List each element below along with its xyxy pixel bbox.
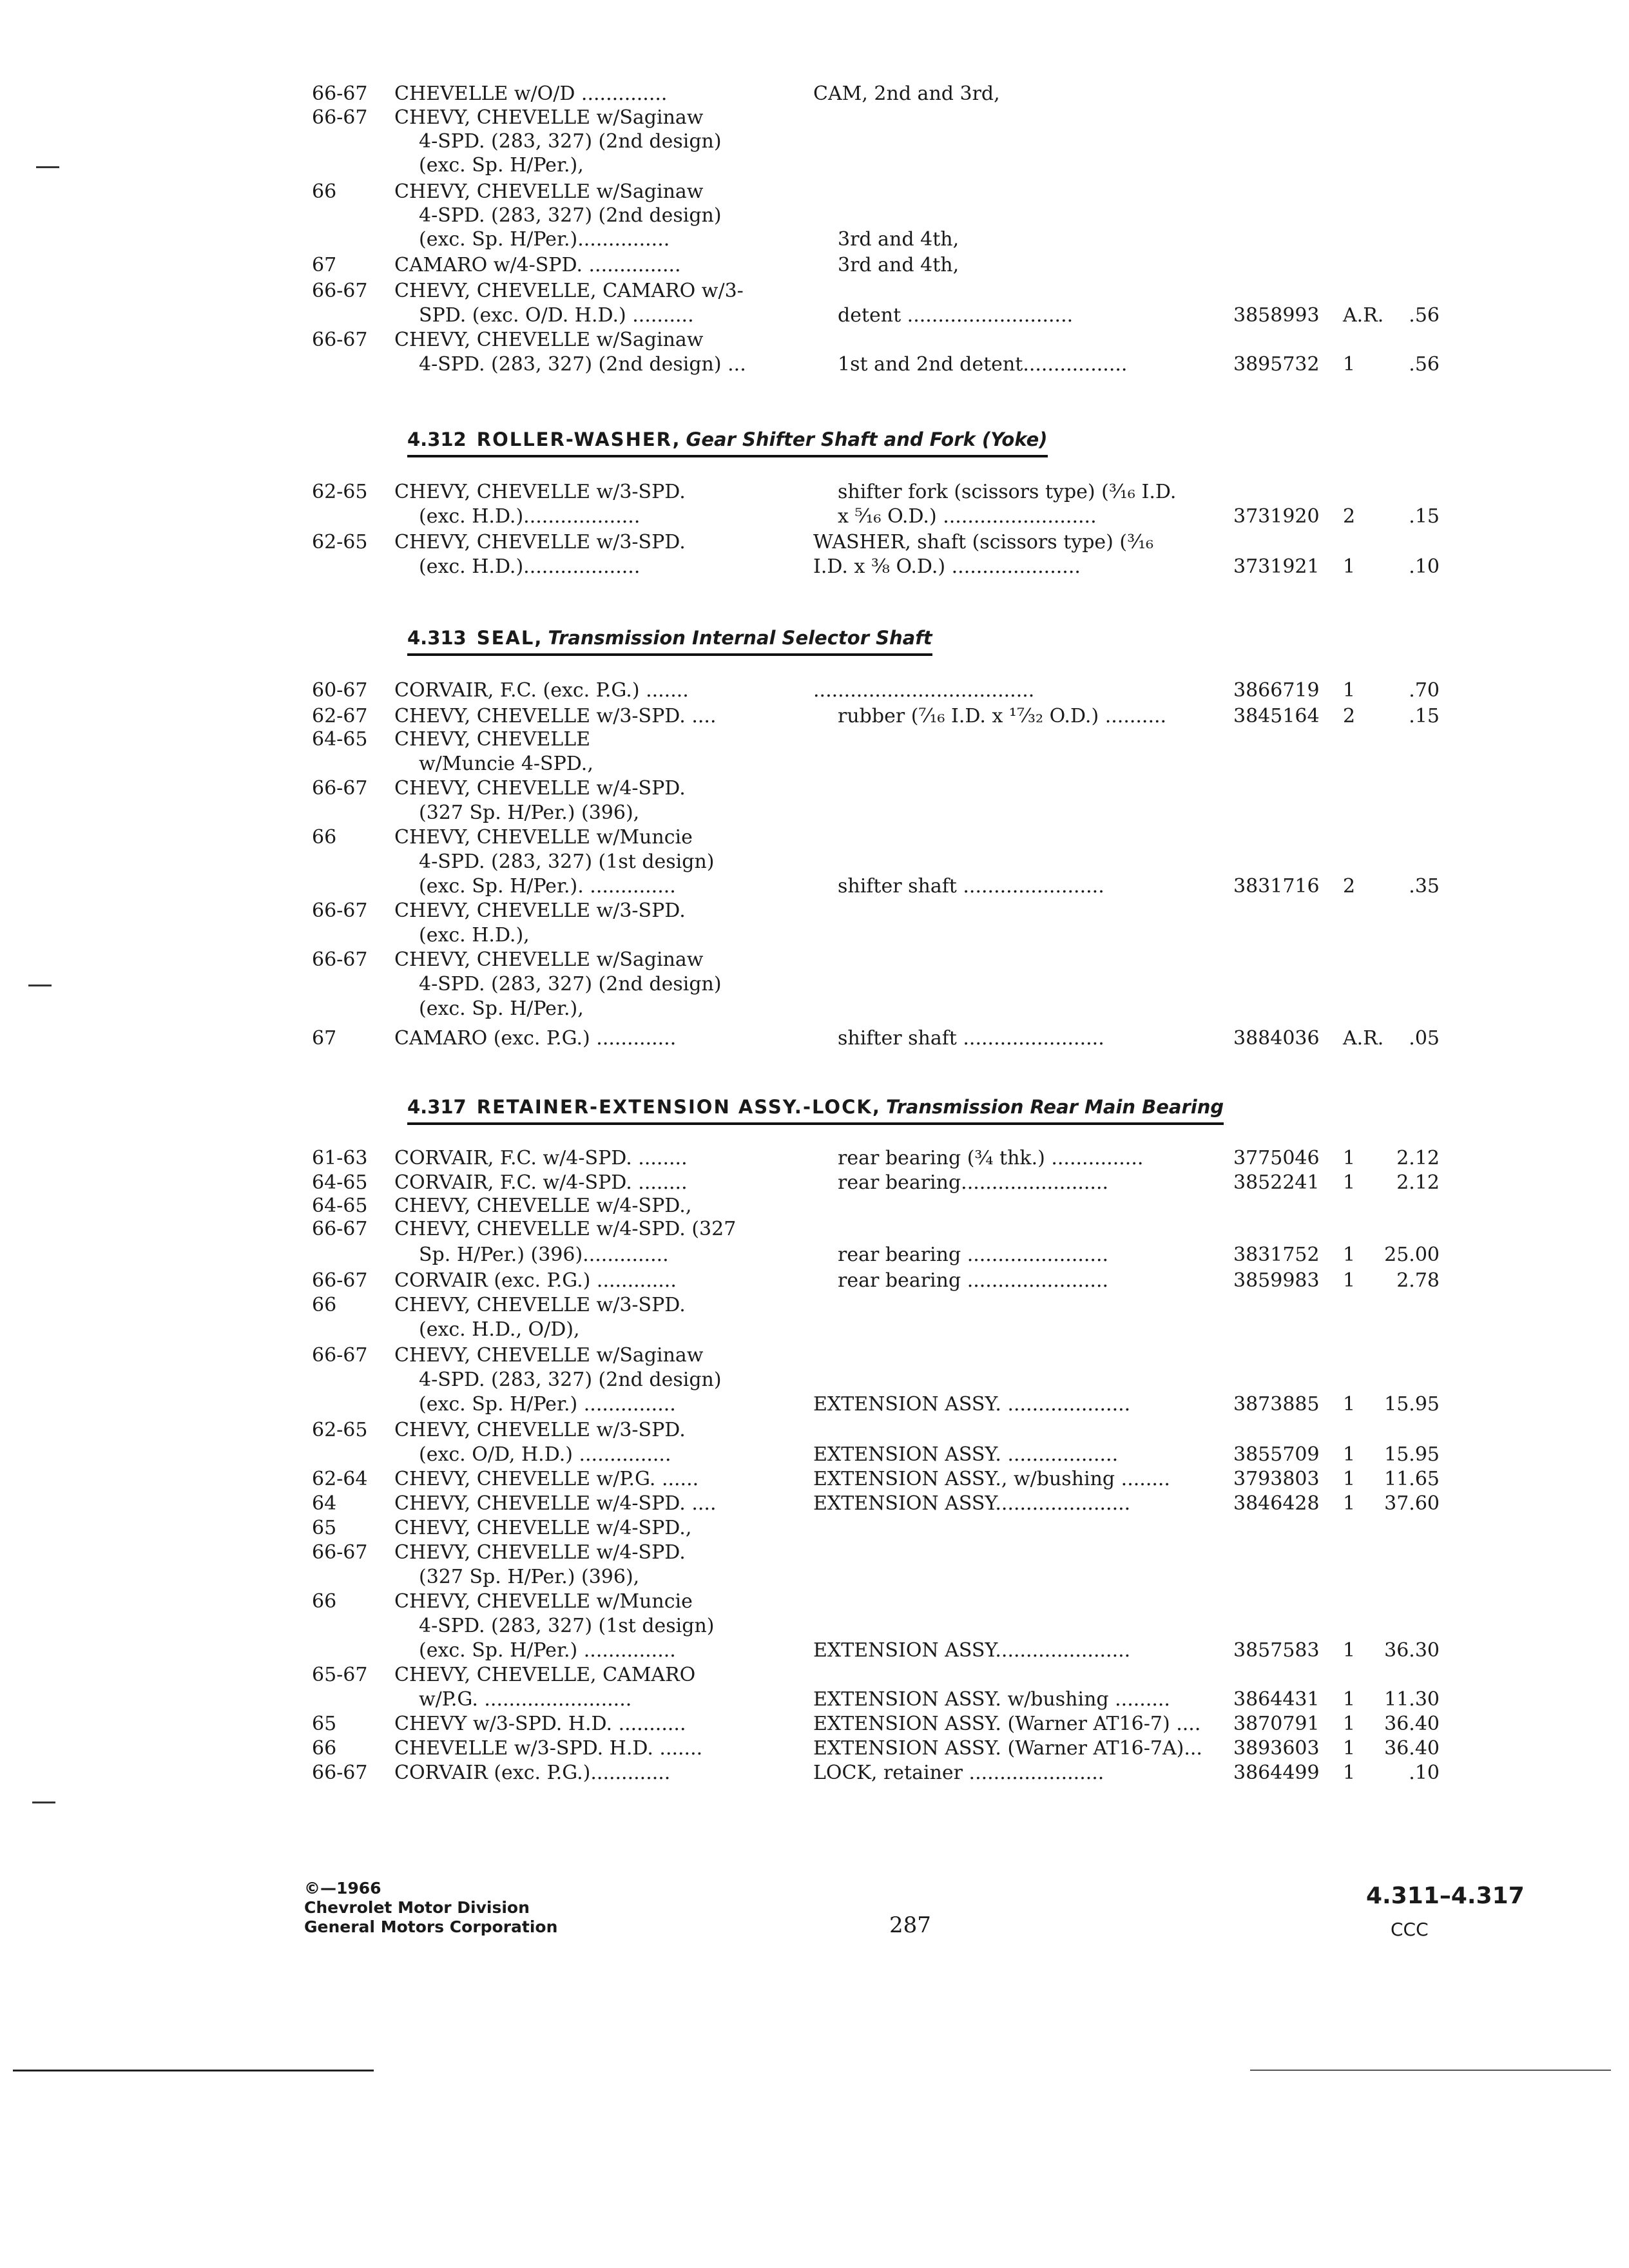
list-price: .56	[1409, 304, 1440, 327]
section-subtitle: Gear Shifter Shaft and Fork (Yoke)	[686, 428, 1048, 450]
part-description: EXTENSION ASSY., w/bushing ........	[813, 1468, 1170, 1490]
vehicle-application: CHEVY, CHEVELLE w/Saginaw	[394, 180, 704, 203]
quantity: 1	[1343, 1244, 1356, 1266]
part-description: EXTENSION ASSY. (Warner AT16-7) ....	[813, 1713, 1201, 1735]
parts-row	[0, 554, 1629, 580]
parts-row	[0, 1216, 1629, 1242]
part-description: shifter shaft .......................	[838, 1027, 1104, 1050]
model-year: 65-67	[312, 1664, 368, 1686]
vehicle-application: 4-SPD. (283, 327) (2nd design)	[419, 1369, 722, 1391]
quantity: 1	[1343, 1393, 1356, 1416]
vehicle-application: CHEVY, CHEVELLE w/3-SPD.	[394, 1294, 686, 1316]
parts-row	[0, 227, 1629, 253]
model-year: 66-67	[312, 948, 368, 971]
parts-row	[0, 1515, 1629, 1541]
model-year: 66-67	[312, 1344, 368, 1367]
model-year: 62-65	[312, 531, 368, 553]
model-year: 66-67	[312, 777, 368, 800]
part-description: 3rd and 4th,	[838, 254, 959, 276]
part-number: 3895732	[1233, 353, 1320, 376]
model-year: 66-67	[312, 106, 368, 129]
model-year: 65	[312, 1517, 337, 1539]
parts-row	[0, 1317, 1629, 1343]
part-number: 3852241	[1233, 1171, 1320, 1194]
quantity: 1	[1343, 1443, 1356, 1466]
vehicle-application: 4-SPD. (283, 327) (2nd design) ...	[419, 353, 746, 376]
parts-row	[0, 727, 1629, 753]
model-year: 64	[312, 1492, 337, 1515]
vehicle-application: SPD. (exc. O/D. H.D.) ..........	[419, 304, 694, 327]
vehicle-application: CHEVY, CHEVELLE w/P.G. ......	[394, 1468, 699, 1490]
parts-row	[0, 874, 1629, 899]
section-name: SEAL,	[476, 627, 543, 649]
parts-row	[0, 179, 1629, 205]
part-number: 3864431	[1233, 1688, 1320, 1711]
list-price: 15.95	[1384, 1393, 1440, 1416]
parts-row	[0, 1491, 1629, 1517]
part-number: 3857583	[1233, 1639, 1320, 1662]
part-number: 3793803	[1233, 1468, 1320, 1490]
part-number: 3858993	[1233, 304, 1320, 327]
model-year: 66-67	[312, 329, 368, 351]
section-subtitle: Transmission Rear Main Bearing	[885, 1096, 1224, 1118]
catalog-code: CCC	[1391, 1919, 1429, 1940]
list-price: 15.95	[1384, 1443, 1440, 1466]
division-line: Chevrolet Motor Division	[304, 1898, 530, 1917]
section-number: 4.312	[407, 428, 467, 450]
publisher-block	[304, 1879, 557, 1937]
list-price: .70	[1409, 679, 1440, 702]
vehicle-application: CHEVY, CHEVELLE w/4-SPD. ....	[394, 1492, 717, 1515]
vehicle-application: 4-SPD. (283, 327) (1st design)	[419, 1615, 715, 1637]
margin-mark	[32, 1802, 55, 1803]
model-year: 65	[312, 1713, 337, 1735]
part-number: 3884036	[1233, 1027, 1320, 1050]
vehicle-application: (327 Sp. H/Per.) (396),	[419, 802, 640, 824]
vehicle-application: CAMARO w/4-SPD. ...............	[394, 254, 681, 276]
vehicle-application: (exc. O/D, H.D.) ...............	[419, 1443, 671, 1466]
parts-row	[0, 678, 1629, 704]
parts-row	[0, 1242, 1629, 1268]
list-price: .10	[1409, 555, 1440, 578]
model-year: 67	[312, 1027, 337, 1050]
quantity: 2	[1343, 875, 1356, 898]
vehicle-application: CHEVY, CHEVELLE w/3-SPD. ....	[394, 705, 717, 727]
vehicle-application: CHEVY, CHEVELLE, CAMARO w/3-	[394, 280, 744, 302]
part-description: EXTENSION ASSY. ....................	[813, 1393, 1131, 1416]
part-description: shifter fork (scissors type) (³⁄₁₆ I.D.	[838, 481, 1177, 503]
parts-row	[0, 996, 1629, 1022]
parts-row	[0, 105, 1629, 131]
model-year: 66-67	[312, 1218, 368, 1240]
parts-row	[0, 1026, 1629, 1052]
parts-row	[0, 203, 1629, 229]
vehicle-application: CORVAIR, F.C. w/4-SPD. ........	[394, 1147, 688, 1169]
part-number: 3731921	[1233, 555, 1320, 578]
model-year: 62-65	[312, 481, 368, 503]
quantity: 1	[1343, 679, 1356, 702]
model-year: 66-67	[312, 899, 368, 922]
parts-row	[0, 825, 1629, 850]
section-heading	[407, 622, 932, 656]
model-year: 62-64	[312, 1468, 368, 1490]
part-number: 3866719	[1233, 679, 1320, 702]
part-description: 3rd and 4th,	[838, 228, 959, 251]
model-year: 66	[312, 180, 337, 203]
vehicle-application: CHEVY, CHEVELLE w/4-SPD.	[394, 777, 686, 800]
model-year: 66-67	[312, 280, 368, 302]
parts-row	[0, 352, 1629, 378]
parts-row	[0, 947, 1629, 973]
list-price: .05	[1409, 1027, 1440, 1050]
section-name: RETAINER-EXTENSION ASSY.-LOCK,	[476, 1096, 881, 1118]
vehicle-application: CORVAIR (exc. P.G.).............	[394, 1762, 671, 1784]
quantity: A.R.	[1343, 1027, 1384, 1050]
model-year: 61-63	[312, 1147, 368, 1169]
section-name: ROLLER-WASHER,	[476, 428, 681, 450]
vehicle-application: (exc. H.D.)...................	[419, 505, 641, 528]
quantity: 1	[1343, 1762, 1356, 1784]
vehicle-application: (327 Sp. H/Per.) (396),	[419, 1566, 640, 1588]
vehicle-application: CHEVY, CHEVELLE w/Saginaw	[394, 948, 704, 971]
copyright-line: ©—1966	[304, 1879, 381, 1898]
section-number: 4.317	[407, 1096, 467, 1118]
parts-row	[0, 1662, 1629, 1688]
quantity: 1	[1343, 1468, 1356, 1490]
section-subtitle: Transmission Internal Selector Shaft	[548, 627, 932, 649]
vehicle-application: (exc. H.D.),	[419, 924, 530, 947]
vehicle-application: CORVAIR, F.C. w/4-SPD. ........	[394, 1171, 688, 1194]
part-description: ....................................	[813, 679, 1035, 702]
section-number: 4.313	[407, 627, 467, 649]
parts-row	[0, 1367, 1629, 1393]
vehicle-application: CAMARO (exc. P.G.) .............	[394, 1027, 677, 1050]
vehicle-application: CHEVY w/3-SPD. H.D. ...........	[394, 1713, 686, 1735]
parts-row	[0, 704, 1629, 729]
parts-row	[0, 1540, 1629, 1566]
parts-row	[0, 1564, 1629, 1590]
vehicle-application: (exc. Sp. H/Per.),	[419, 997, 584, 1020]
quantity: 1	[1343, 555, 1356, 578]
vehicle-application: CHEVELLE w/3-SPD. H.D. .......	[394, 1737, 703, 1760]
parts-row	[0, 1638, 1629, 1664]
page-number: 287	[889, 1912, 931, 1938]
part-description: WASHER, shaft (scissors type) (³⁄₁₆	[813, 531, 1154, 553]
list-price: 36.40	[1384, 1713, 1440, 1735]
part-description: rubber (⁷⁄₁₆ I.D. x ¹⁷⁄₃₂ O.D.) ..........	[838, 705, 1167, 727]
model-year: 62-67	[312, 705, 368, 727]
parts-row	[0, 327, 1629, 353]
parts-row	[0, 1170, 1629, 1196]
parts-row	[0, 81, 1629, 107]
quantity: 1	[1343, 1688, 1356, 1711]
parts-row	[0, 1613, 1629, 1639]
list-price: .56	[1409, 353, 1440, 376]
vehicle-application: CHEVY, CHEVELLE w/3-SPD.	[394, 481, 686, 503]
part-description: 1st and 2nd detent.................	[838, 353, 1128, 376]
vehicle-application: 4-SPD. (283, 327) (2nd design)	[419, 130, 722, 153]
quantity: 1	[1343, 1713, 1356, 1735]
model-year: 64-65	[312, 1171, 368, 1194]
model-year: 64-65	[312, 728, 368, 751]
part-description: LOCK, retainer ......................	[813, 1762, 1104, 1784]
model-year: 66-67	[312, 1269, 368, 1292]
parts-row	[0, 504, 1629, 530]
vehicle-application: CHEVY, CHEVELLE w/4-SPD.,	[394, 1195, 692, 1217]
model-year: 62-65	[312, 1419, 368, 1441]
parts-row	[0, 1293, 1629, 1318]
vehicle-application: Sp. H/Per.) (396)..............	[419, 1244, 669, 1266]
quantity: 1	[1343, 1639, 1356, 1662]
vehicle-application: 4-SPD. (283, 327) (2nd design)	[419, 973, 722, 995]
vehicle-application: CHEVY, CHEVELLE w/Saginaw	[394, 329, 704, 351]
parts-row	[0, 751, 1629, 777]
part-number: 3864499	[1233, 1762, 1320, 1784]
part-number: 3731920	[1233, 505, 1320, 528]
list-price: 2.78	[1396, 1269, 1440, 1292]
list-price: .10	[1409, 1762, 1440, 1784]
quantity: 2	[1343, 505, 1356, 528]
vehicle-application: 4-SPD. (283, 327) (1st design)	[419, 850, 715, 873]
part-number: 3859983	[1233, 1269, 1320, 1292]
vehicle-application: (exc. Sp. H/Per.)...............	[419, 228, 670, 251]
parts-row	[0, 1146, 1629, 1171]
parts-row	[0, 1687, 1629, 1713]
margin-mark	[28, 985, 52, 986]
part-description: EXTENSION ASSY......................	[813, 1639, 1131, 1662]
part-description: rear bearing .......................	[838, 1244, 1109, 1266]
parts-row	[0, 898, 1629, 924]
part-number: 3870791	[1233, 1713, 1320, 1735]
vehicle-application: CHEVY, CHEVELLE w/3-SPD.	[394, 1419, 686, 1441]
parts-row	[0, 303, 1629, 329]
model-year: 64-65	[312, 1195, 368, 1217]
part-number: 3873885	[1233, 1393, 1320, 1416]
vehicle-application: (exc. H.D., O/D),	[419, 1318, 580, 1341]
part-description: EXTENSION ASSY. (Warner AT16-7A)...	[813, 1737, 1202, 1760]
vehicle-application: CHEVY, CHEVELLE w/Saginaw	[394, 106, 704, 129]
part-description: EXTENSION ASSY. w/bushing .........	[813, 1688, 1170, 1711]
quantity: 1	[1343, 1269, 1356, 1292]
vehicle-application: CHEVY, CHEVELLE w/3-SPD.	[394, 531, 686, 553]
parts-row	[0, 1392, 1629, 1418]
vehicle-application: CHEVY, CHEVELLE w/4-SPD.,	[394, 1517, 692, 1539]
part-number: 3846428	[1233, 1492, 1320, 1515]
parts-row	[0, 1466, 1629, 1492]
vehicle-application: CHEVY, CHEVELLE w/Muncie	[394, 1590, 693, 1613]
vehicle-application: (exc. Sp. H/Per.). ..............	[419, 875, 676, 898]
vehicle-application: w/Muncie 4-SPD.,	[419, 753, 593, 775]
vehicle-application: 4-SPD. (283, 327) (2nd design)	[419, 204, 722, 227]
list-price: 2.12	[1396, 1147, 1440, 1169]
part-description: rear bearing .......................	[838, 1269, 1109, 1292]
model-year: 66	[312, 1737, 337, 1760]
parts-row	[0, 972, 1629, 997]
quantity: 1	[1343, 1492, 1356, 1515]
part-description: shifter shaft .......................	[838, 875, 1104, 898]
vehicle-application: CHEVY, CHEVELLE w/Muncie	[394, 826, 693, 849]
vehicle-application: CHEVY, CHEVELLE	[394, 728, 591, 751]
parts-row	[0, 153, 1629, 178]
quantity: 2	[1343, 705, 1356, 727]
model-year: 66	[312, 1590, 337, 1613]
parts-row	[0, 800, 1629, 826]
list-price: 11.30	[1384, 1688, 1440, 1711]
vehicle-application: (exc. Sp. H/Per.) ...............	[419, 1639, 676, 1662]
vehicle-application: (exc. Sp. H/Per.),	[419, 154, 584, 177]
parts-row	[0, 129, 1629, 155]
parts-row	[0, 1442, 1629, 1468]
parts-row	[0, 278, 1629, 304]
parts-row	[0, 1268, 1629, 1294]
model-year: 66-67	[312, 1762, 368, 1784]
vehicle-application: w/P.G. ........................	[419, 1688, 632, 1711]
section-heading	[407, 1091, 1224, 1125]
parts-row	[0, 923, 1629, 948]
part-description: I.D. x ³⁄₈ O.D.) .....................	[813, 555, 1081, 578]
parts-row	[0, 1760, 1629, 1786]
list-price: .15	[1409, 705, 1440, 727]
quantity: 1	[1343, 1171, 1356, 1194]
vehicle-application: CORVAIR (exc. P.G.) .............	[394, 1269, 677, 1292]
vehicle-application: CHEVY, CHEVELLE w/3-SPD.	[394, 899, 686, 922]
part-number: 3775046	[1233, 1147, 1320, 1169]
parts-row	[0, 1343, 1629, 1369]
list-price: 2.12	[1396, 1171, 1440, 1194]
list-price: 36.30	[1384, 1639, 1440, 1662]
model-year: 66	[312, 826, 337, 849]
part-number: 3893603	[1233, 1737, 1320, 1760]
list-price: 11.65	[1384, 1468, 1440, 1490]
part-description: rear bearing (¾ thk.) ...............	[838, 1147, 1144, 1169]
vehicle-application: (exc. H.D.)...................	[419, 555, 641, 578]
parts-row	[0, 1193, 1629, 1219]
model-year: 60-67	[312, 679, 368, 702]
part-number: 3831752	[1233, 1244, 1320, 1266]
parts-row	[0, 530, 1629, 555]
vehicle-application: CHEVY, CHEVELLE w/4-SPD. (327	[394, 1218, 737, 1240]
bottom-rule-right	[1250, 2070, 1611, 2071]
part-description: CAM, 2nd and 3rd,	[813, 82, 1000, 105]
list-price: 37.60	[1384, 1492, 1440, 1515]
vehicle-application: (exc. Sp. H/Per.) ...............	[419, 1393, 676, 1416]
model-year: 66-67	[312, 82, 368, 105]
part-description: detent ...........................	[838, 304, 1074, 327]
parts-row	[0, 849, 1629, 875]
quantity: A.R.	[1343, 304, 1384, 327]
quantity: 1	[1343, 1737, 1356, 1760]
part-number: 3855709	[1233, 1443, 1320, 1466]
part-number: 3831716	[1233, 875, 1320, 898]
list-price: 25.00	[1384, 1244, 1440, 1266]
part-description: rear bearing........................	[838, 1171, 1109, 1194]
corporation-line: General Motors Corporation	[304, 1917, 558, 1936]
vehicle-application: CHEVELLE w/O/D ..............	[394, 82, 668, 105]
vehicle-application: CHEVY, CHEVELLE w/4-SPD.	[394, 1541, 686, 1564]
parts-row	[0, 1736, 1629, 1762]
parts-row	[0, 776, 1629, 802]
vehicle-application: CORVAIR, F.C. (exc. P.G.) .......	[394, 679, 689, 702]
section-heading	[407, 424, 1048, 457]
margin-mark	[36, 166, 59, 168]
list-price: .15	[1409, 505, 1440, 528]
part-description: EXTENSION ASSY. ..................	[813, 1443, 1119, 1466]
model-year: 67	[312, 254, 337, 276]
parts-row	[0, 1711, 1629, 1737]
parts-row	[0, 1589, 1629, 1615]
vehicle-application: CHEVY, CHEVELLE w/Saginaw	[394, 1344, 704, 1367]
parts-row	[0, 253, 1629, 278]
bottom-rule-left	[13, 2070, 374, 2071]
vehicle-application: CHEVY, CHEVELLE, CAMARO	[394, 1664, 696, 1686]
model-year: 66	[312, 1294, 337, 1316]
model-year: 66-67	[312, 1541, 368, 1564]
group-range: 4.311–4.317	[1366, 1883, 1525, 1909]
quantity: 1	[1343, 1147, 1356, 1169]
quantity: 1	[1343, 353, 1356, 376]
parts-row	[0, 479, 1629, 505]
list-price: 36.40	[1384, 1737, 1440, 1760]
part-number: 3845164	[1233, 705, 1320, 727]
part-description: x ⁵⁄₁₆ O.D.) .........................	[838, 505, 1097, 528]
list-price: .35	[1409, 875, 1440, 898]
parts-row	[0, 1418, 1629, 1443]
part-description: EXTENSION ASSY......................	[813, 1492, 1131, 1515]
